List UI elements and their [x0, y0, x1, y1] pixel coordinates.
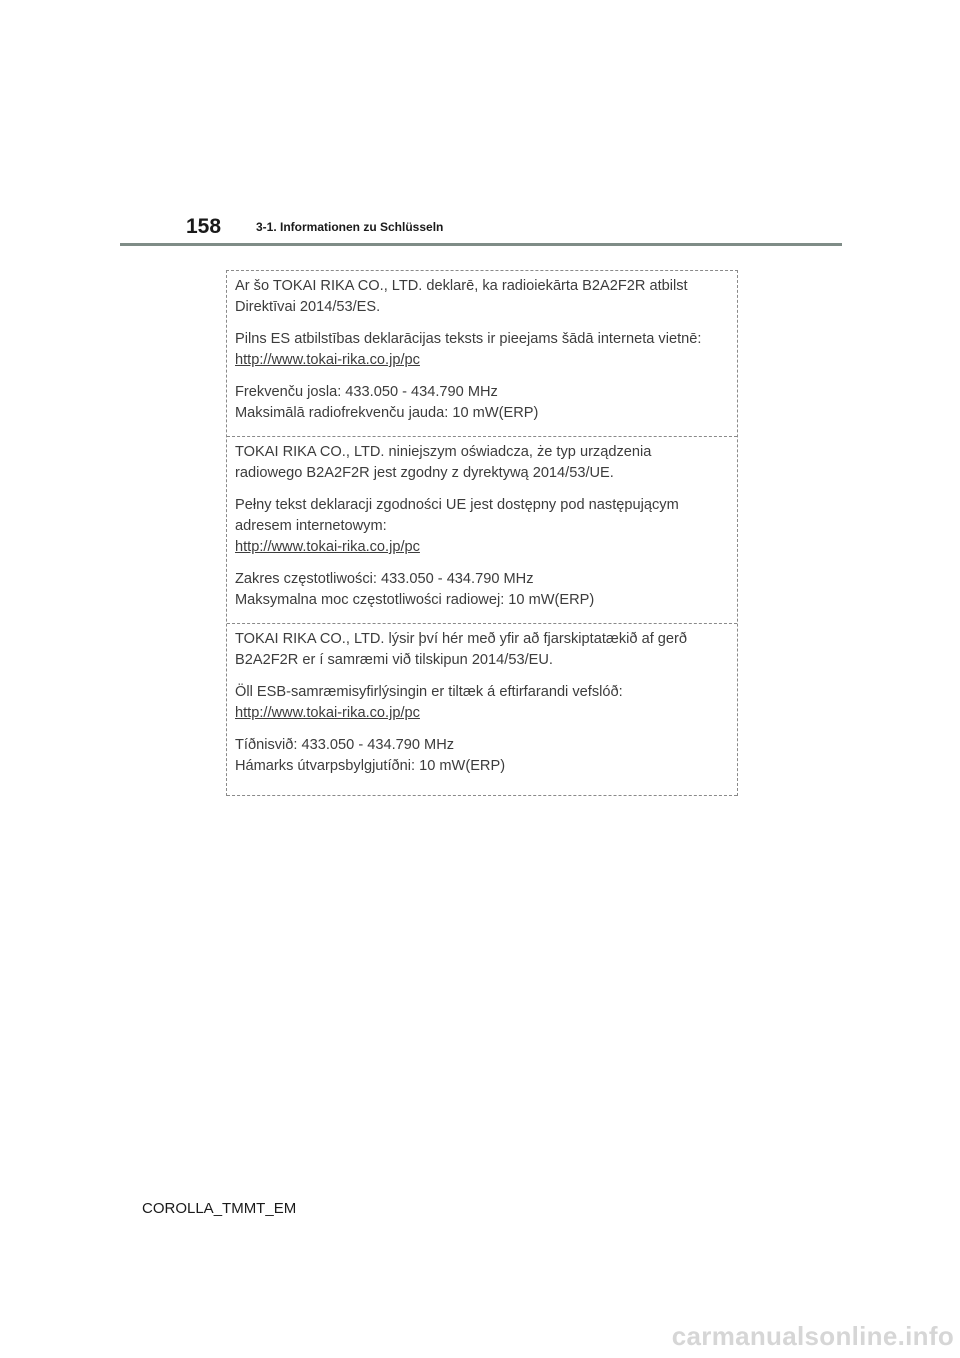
declaration-availability: Öll ESB-samræmisyfirlýsingin er tiltæk á eftirfarandi vefslóð: — [235, 684, 623, 700]
declaration-availability: Pilns ES atbilstības deklarācijas teksts ir pieejams šādā interneta vietnē: — [235, 331, 702, 347]
declaration-availability: Pełny tekst deklaracji zgodności UE jest dostępny pod następującym adresem internetowym: — [235, 497, 679, 534]
frequency-band: Zakres częstotliwości: 433.050 - 434.790 MHz — [235, 571, 534, 587]
declaration-polish — [227, 437, 737, 624]
max-power: Maksymalna moc częstotliwości radiowej: 10 mW(ERP) — [235, 592, 595, 608]
declaration-link[interactable]: http://www.tokai-rika.co.jp/pc — [235, 539, 420, 555]
section-title: 3-1. Informationen zu Schlüsseln — [256, 220, 444, 234]
model-code: COROLLA_TMMT_EM — [142, 1200, 297, 1217]
frequency-band: Tíðnisvið: 433.050 - 434.790 MHz — [235, 737, 455, 753]
declaration-statement: Ar šo TOKAI RIKA CO., LTD. deklarē, ka radioiekārta B2A2F2R atbilst Direktīvai 2014/53/ES. — [235, 278, 688, 315]
declaration-link[interactable]: http://www.tokai-rika.co.jp/pc — [235, 705, 420, 721]
watermark: carmanualsonline.info — [671, 1321, 954, 1351]
declaration-box — [226, 270, 738, 796]
declaration-statement: TOKAI RIKA CO., LTD. niniejszym oświadcza, że typ urządzenia radiowego B2A2F2R jest zgodny z dyrektywą 2014/53/UE. — [235, 444, 652, 481]
max-power: Maksimālā radiofrekvenču jauda: 10 mW(ERP) — [235, 405, 539, 421]
max-power: Hámarks útvarpsbylgjutíðni: 10 mW(ERP) — [235, 758, 506, 774]
frequency-band: Frekvenču josla: 433.050 - 434.790 MHz — [235, 384, 498, 400]
declaration-statement: TOKAI RIKA CO., LTD. lýsir því hér með yfir að fjarskiptatækið af gerð B2A2F2R er í samræmi við tilskipun 2014/53/EU. — [235, 631, 688, 668]
header-rule — [120, 243, 842, 246]
declaration-latvian — [227, 271, 737, 437]
declaration-icelandic — [227, 624, 737, 796]
page-number: 158 — [186, 215, 222, 238]
declaration-link[interactable]: http://www.tokai-rika.co.jp/pc — [235, 352, 420, 368]
